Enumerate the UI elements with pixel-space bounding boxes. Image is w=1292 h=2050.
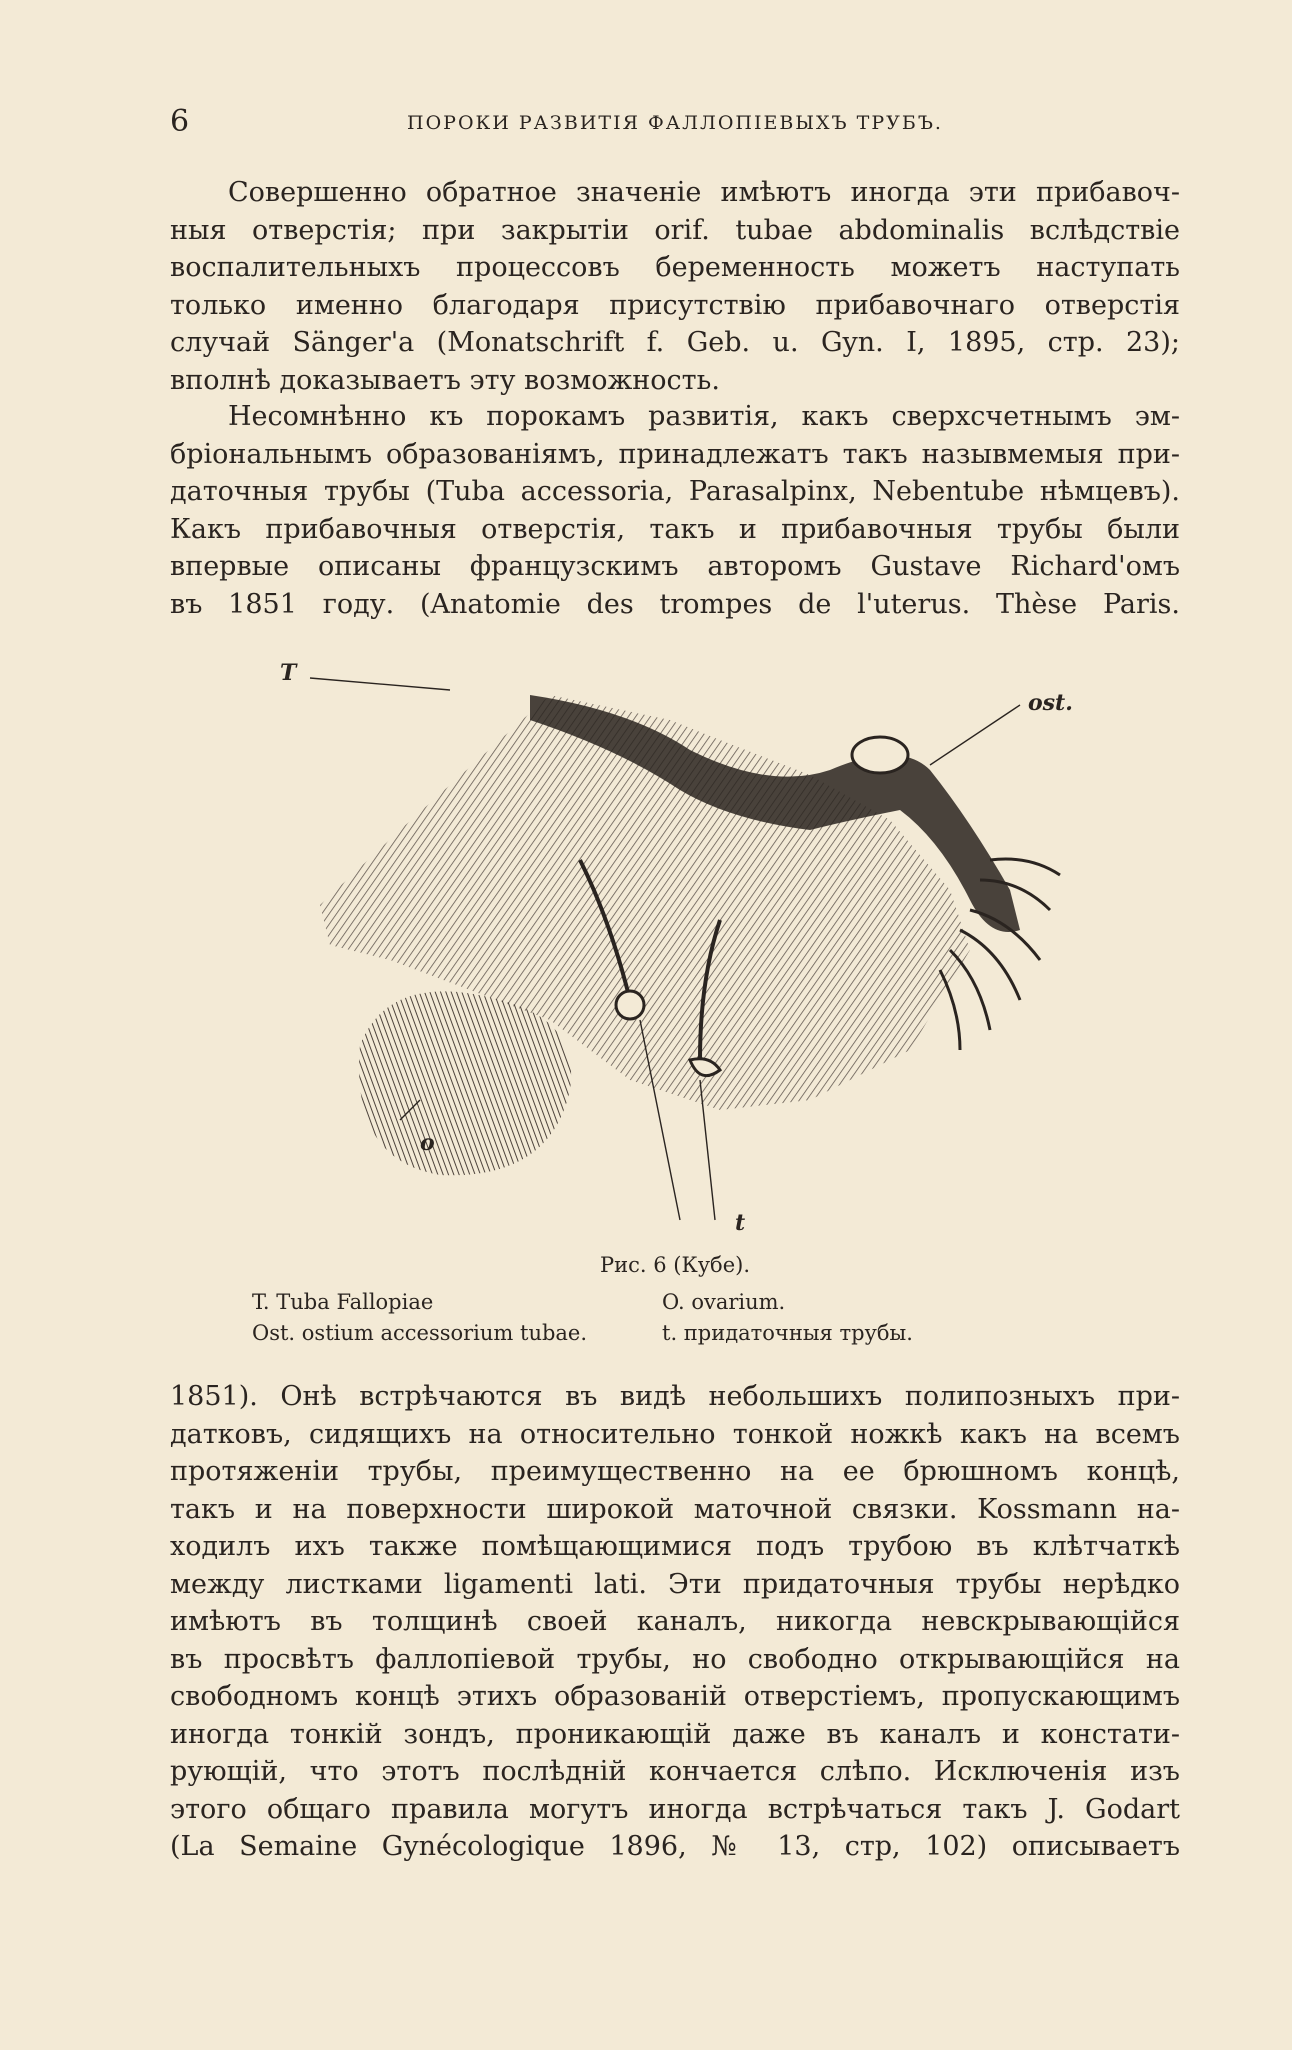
legend-entry: O. ovarium. — [662, 1290, 786, 1314]
legend-right-column — [662, 1287, 913, 1349]
text-line: ныя отверстія; при закрытіи orif. tubae abdominalis вслѣдствіе — [170, 214, 1180, 246]
text-line: ходилъ ихъ также помѣщающимися подъ трубою въ клѣтчаткѣ — [170, 1531, 1180, 1562]
text-line: бріональнымъ образованіямъ, принадлежатъ такъ назывмемыя при- — [170, 438, 1180, 470]
label-ostium: ost. — [1028, 690, 1073, 716]
text-line: Несомнѣнно къ порокамъ развитія, какъ сверхсчетнымъ эм- — [228, 401, 1180, 432]
text-line: вполнѣ доказываетъ эту возможность. — [170, 364, 720, 396]
text-line: впервые описаны французскимъ авторомъ Gustave Richard'омъ — [170, 551, 1180, 582]
paragraph-3 — [170, 1378, 1180, 1866]
accessory-ostium — [852, 737, 908, 773]
page-header — [170, 104, 1180, 144]
legend-entry: t. придаточныя трубы. — [662, 1321, 913, 1345]
text-line: Какъ прибавочныя отверстія, такъ и прибавочныя трубы были — [170, 513, 1180, 545]
text-line: въ просвѣтъ фаллопіевой трубы, но свободно открывающійся на — [170, 1643, 1180, 1675]
text-line: протяженіи трубы, преимущественно на ее брюшномъ концѣ, — [170, 1456, 1180, 1487]
accessory-tube-knob — [616, 991, 644, 1019]
text-line: (La Semaine Gynécologique 1896, № 13, стр, 102) описываетъ — [170, 1831, 1180, 1862]
running-title: ПОРОКИ РАЗВИТІЯ ФАЛЛОПІЕВЫХЪ ТРУБЪ. — [407, 112, 943, 134]
text-line: иногда тонкій зондъ, проникающій даже въ каналъ и констати- — [170, 1718, 1180, 1750]
label-accessory-tube: t — [735, 1210, 746, 1236]
anatomical-illustration — [250, 660, 1100, 1240]
text-line: даточныя трубы (Tuba accessoria, Parasalpinx, Nebentube нѣмцевъ). — [170, 476, 1180, 507]
legend-left-column — [252, 1287, 587, 1349]
fallopian-tube-engraving — [250, 660, 1100, 1240]
text-line: Совершенно обратное значеніе имѣютъ иногда эти прибавоч- — [228, 177, 1180, 208]
legend-entry: Ost. ostium accessorium tubae. — [252, 1321, 588, 1345]
text-line: только именно благодаря присутствію прибавочнаго отверстія — [170, 289, 1180, 321]
text-line: случай Sänger'a (Monatschrift f. Geb. u. Gyn. I, 1895, стр. 23); — [170, 327, 1180, 358]
text-line: этого общаго правила могутъ иногда встрѣчаться такъ J. Godart — [170, 1793, 1180, 1825]
text-line: между листками ligamenti lati. Эти придаточныя трубы нерѣдко — [170, 1568, 1180, 1600]
ovary-shape — [359, 991, 571, 1175]
text-line: 1851). Онѣ встрѣчаются въ видѣ небольшихъ полипозныхъ при- — [170, 1381, 1180, 1412]
paragraph-1 — [170, 174, 1180, 399]
label-ovarium: o — [420, 1130, 435, 1156]
page-number: 6 — [170, 104, 190, 139]
text-line: въ 1851 году. (Anatomie des trompes de l'uterus. Thèse Paris. — [170, 588, 1180, 620]
text-line: датковъ, сидящихъ на относительно тонкой ножкѣ какъ на всемъ — [170, 1418, 1180, 1450]
figure-caption: Рис. 6 (Кубе). — [599, 1253, 750, 1277]
label-tuba: T — [280, 660, 297, 686]
legend-entry: T. Tuba Falloрiae — [252, 1290, 434, 1314]
text-line: такъ и на поверхности широкой маточной связки. Kossmann на- — [170, 1493, 1180, 1525]
text-line: воспалительныхъ процессовъ беременность можетъ наступать — [170, 252, 1180, 283]
text-line: свободномъ концѣ этихъ образованій отверстіемъ, пропускающимъ — [170, 1681, 1180, 1712]
paragraph-2 — [170, 398, 1180, 623]
text-line: имѣютъ въ толщинѣ своей каналъ, никогда невскрывающійся — [170, 1606, 1180, 1637]
text-line: рующій, что этотъ послѣдній кончается слѣпо. Исключенія изъ — [170, 1756, 1180, 1787]
